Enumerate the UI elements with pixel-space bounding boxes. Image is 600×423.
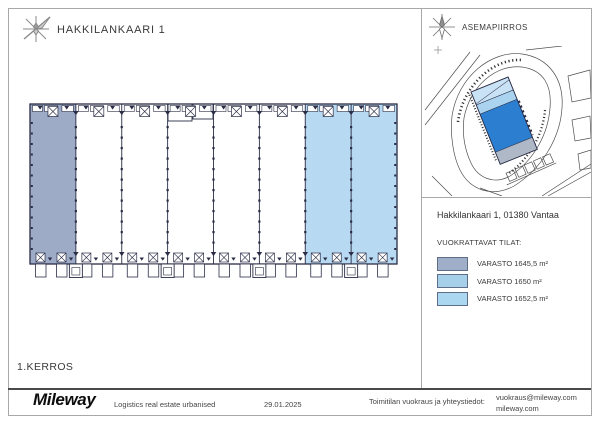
- floor-plan-drawing: [8, 8, 421, 385]
- footer-rule: [8, 388, 591, 390]
- legend-row: [437, 273, 587, 291]
- page-title: HAKKILANKAARI 1: [57, 24, 166, 36]
- legend-swatch: [437, 257, 468, 271]
- legend-swatch: [437, 292, 468, 306]
- footer-tagline: Logistics real estate urbanised: [114, 400, 216, 409]
- mileway-logo: Mileway: [33, 390, 96, 409]
- site-plan-title: ASEMAPIIRROS: [462, 23, 528, 32]
- legend-label: VARASTO 1645,5 m²: [477, 259, 549, 269]
- contact-block: [496, 392, 577, 414]
- site-plan-drawing: [422, 46, 591, 196]
- site-compass-rose-icon: [429, 14, 455, 40]
- legend-title: VUOKRATTAVAT TILAT:: [437, 238, 522, 247]
- contact-label: Toimitilan vuokraus ja yhteystiedot:: [369, 397, 485, 406]
- legend-label: VARASTO 1652,5 m²: [477, 294, 549, 304]
- legend: [437, 255, 587, 308]
- contact-email: vuokraus@mileway.com: [496, 393, 577, 402]
- legend-swatch: [437, 274, 468, 288]
- legend-row: [437, 255, 587, 273]
- legend-label: VARASTO 1650 m²: [477, 276, 542, 286]
- floor-label: 1.KERROS: [17, 361, 74, 373]
- site-building: [469, 77, 539, 166]
- site-plan-divider: [422, 197, 591, 198]
- contact-website: mileway.com: [496, 404, 539, 413]
- property-address: Hakkilankaari 1, 01380 Vantaa: [437, 210, 559, 220]
- footer-date: 29.01.2025: [264, 400, 302, 409]
- legend-row: [437, 290, 587, 308]
